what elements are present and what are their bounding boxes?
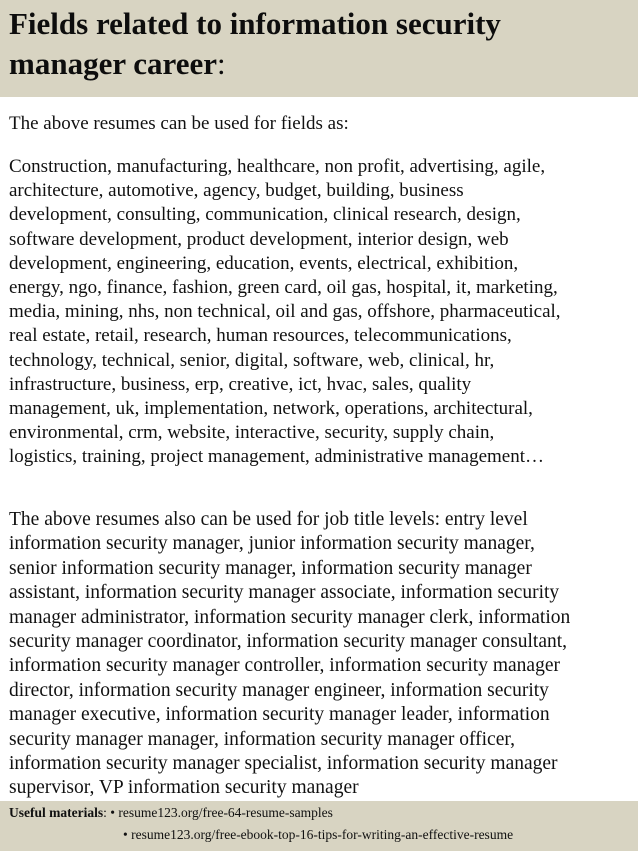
levels-line: information security manager, junior information security manager,: [9, 533, 535, 555]
fields-line: infrastructure, business, erp, creative, ict, hvac, sales, quality: [9, 373, 472, 395]
title-colon: :: [217, 46, 226, 81]
fields-line: software development, product development, interior design, web: [9, 228, 509, 250]
job-levels-paragraph: [9, 508, 633, 801]
fields-line: logistics, training, project management, administrative management…: [9, 446, 545, 468]
levels-line: security manager manager, information security manager officer,: [9, 728, 515, 750]
footer-separator: :: [103, 805, 111, 820]
fields-line: media, mining, nhs, non technical, oil and gas, offshore, pharmaceutical,: [9, 301, 561, 323]
fields-line: environmental, crm, website, interactive, security, supply chain,: [9, 422, 495, 444]
fields-line: real estate, retail, research, human resources, telecommunications,: [9, 325, 512, 347]
levels-line: senior information security manager, information security manager: [9, 557, 532, 579]
intro-paragraph: The above resumes can be used for fields as:: [9, 113, 349, 134]
fields-line: development, engineering, education, events, electrical, exhibition,: [9, 252, 519, 274]
fields-line: architecture, automotive, agency, budget, building, business: [9, 180, 464, 202]
fields-line: development, consulting, communication, clinical research, design,: [9, 204, 521, 226]
levels-line: assistant, information security manager associate, information security: [9, 582, 560, 604]
footer-link-resume-samples[interactable]: • resume123.org/free-64-resume-samples: [110, 805, 333, 820]
footer-link-row: [123, 826, 513, 844]
levels-line: manager administrator, information security manager clerk, information: [9, 606, 571, 628]
levels-line: The above resumes also can be used for job title levels: entry level: [9, 509, 528, 530]
levels-line: supervisor, VP information security manager: [9, 777, 359, 799]
levels-line: information security manager specialist, information security manager: [9, 753, 558, 775]
fields-line: energy, ngo, finance, fashion, green card, oil gas, hospital, it, marketing,: [9, 277, 558, 299]
levels-line: director, information security manager engineer, information security: [9, 679, 549, 701]
fields-line: Construction, manufacturing, healthcare, non profit, advertising, agile,: [9, 156, 546, 177]
fields-line: management, uk, implementation, network, operations, architectural,: [9, 398, 533, 420]
title-line-1: Fields related to information security: [9, 6, 501, 41]
levels-line: manager executive, information security manager leader, information: [9, 704, 550, 726]
footer-useful-materials: [9, 804, 333, 822]
footer-label: Useful materials: [9, 805, 104, 820]
levels-line: information security manager controller, information security manager: [9, 655, 560, 677]
title-line-2: manager career: [9, 46, 218, 81]
footer-link-ebook[interactable]: • resume123.org/free-ebook-top-16-tips-for-writing-an-effective-resume: [123, 827, 514, 842]
levels-line: security manager coordinator, information security manager consultant,: [9, 631, 568, 653]
fields-line: technology, technical, senior, digital, software, web, clinical, hr,: [9, 349, 495, 371]
